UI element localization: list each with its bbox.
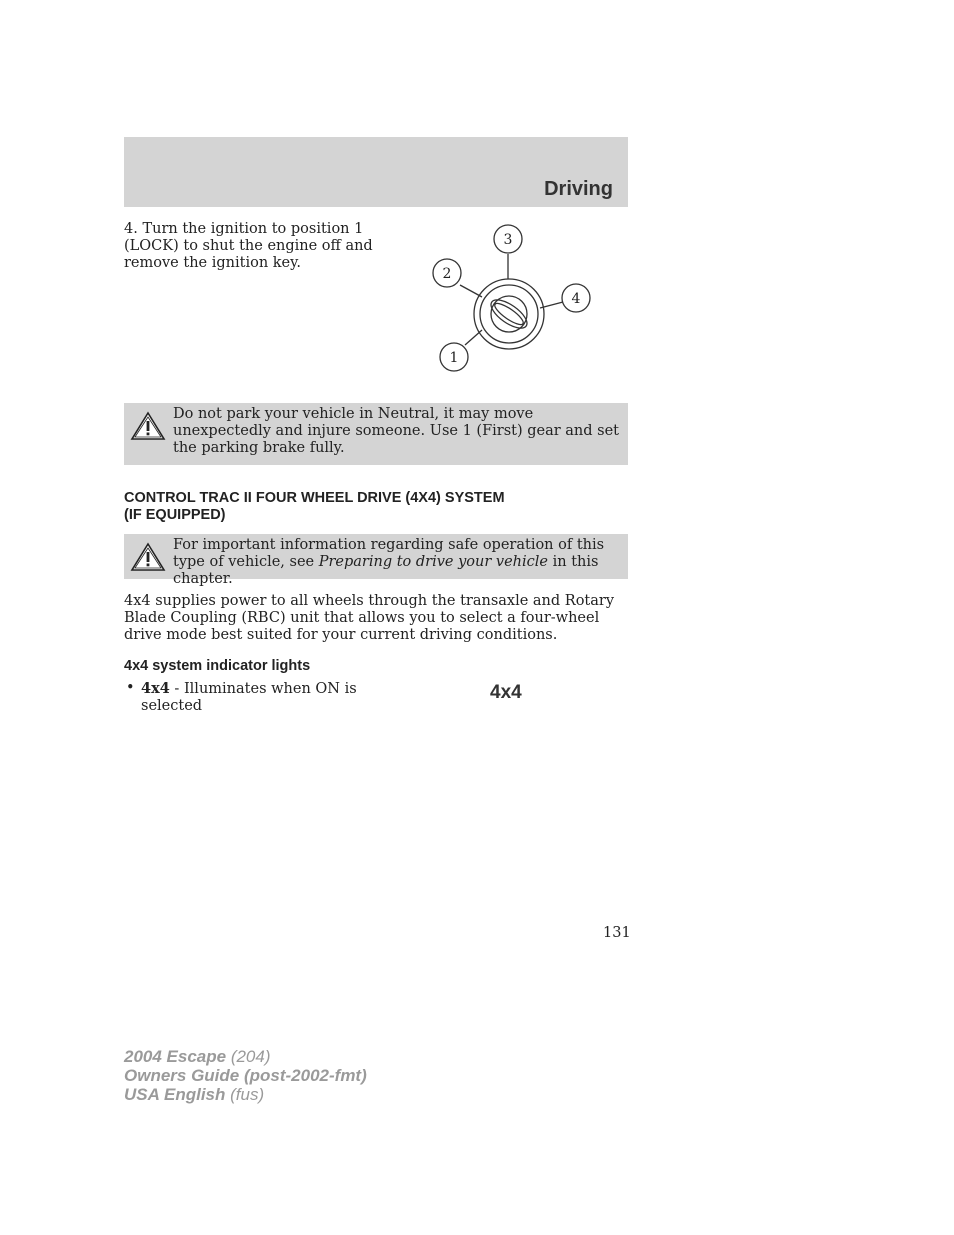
safe-operation-warning — [124, 534, 628, 587]
4x4-indicator-symbol: 4x4 — [490, 682, 522, 703]
warning-triangle-icon — [130, 542, 166, 572]
ignition-position-4-label: 4 — [571, 291, 581, 307]
warning-triangle-icon — [130, 411, 166, 441]
bullet-icon: • — [126, 680, 135, 696]
section-heading-line1: CONTROL TRAC II FOUR WHEEL DRIVE (4X4) SYSTEM — [124, 490, 505, 506]
warning-text: Do not park your vehicle in Neutral, it may move unexpectedly and injure someone. Use 1 (First) gear and set the parking brake fully. — [173, 406, 620, 456]
footer-language-code: (fus) — [225, 1085, 265, 1104]
list-item — [124, 680, 374, 715]
neutral-parking-warning — [124, 403, 628, 465]
bullet-description: - Illuminates when ON is selected — [141, 681, 357, 714]
warning-text-after: in this chapter. — [173, 554, 599, 587]
footer-guide-type: Owners Guide (post-2002-fmt) — [124, 1066, 367, 1085]
step-4-text: 4. Turn the ignition to position 1 (LOCK) to shut the engine off and remove the ignition key. — [124, 221, 373, 271]
ignition-switch-diagram — [420, 222, 600, 377]
body-paragraph: 4x4 supplies power to all wheels through the transaxle and Rotary Blade Coupling (RBC) unit that allows you to select a four-wheel drive mode best suited for your current driving conditions. — [124, 593, 615, 643]
footer-language: USA English — [124, 1085, 226, 1104]
bullet-term: 4x4 — [141, 680, 170, 697]
ignition-position-2-label: 2 — [442, 266, 452, 282]
document-footer — [124, 1047, 367, 1104]
footer-model-code: (204) — [226, 1047, 271, 1066]
chapter-header — [124, 137, 628, 207]
chapter-title: Driving — [544, 178, 613, 200]
indicator-lights-heading: 4x4 system indicator lights — [124, 658, 311, 674]
footer-model: 2004 Escape — [124, 1047, 227, 1066]
section-heading — [124, 490, 628, 523]
bullet-text — [141, 680, 374, 715]
warning-text-before: For important information regarding safe operation of this type of vehicle, see — [173, 537, 605, 570]
chapter-reference: Preparing to drive your vehicle — [318, 554, 548, 570]
ignition-position-3-label: 3 — [503, 232, 513, 248]
section-heading-line2: (IF EQUIPPED) — [124, 506, 226, 523]
page-number: 131 — [603, 925, 631, 941]
ignition-position-1-label: 1 — [449, 350, 459, 366]
